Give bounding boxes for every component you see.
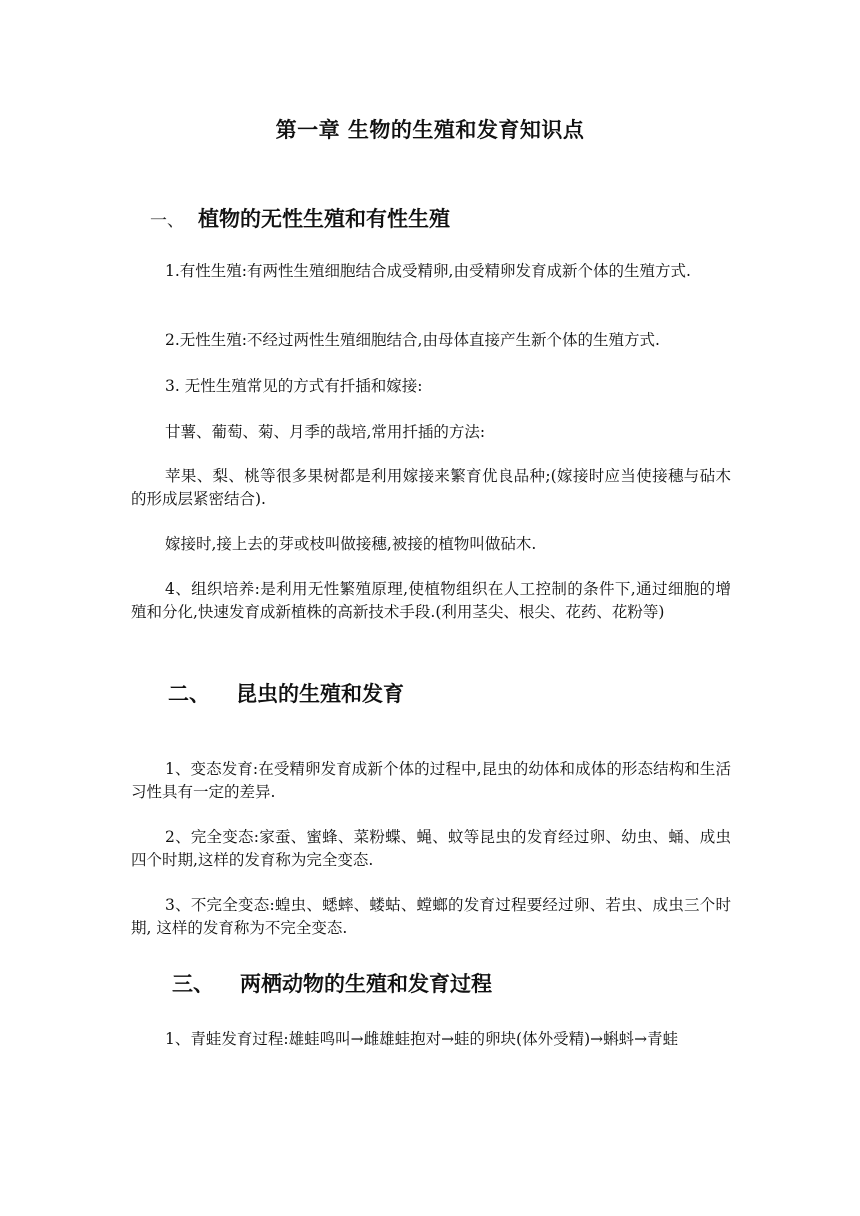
section-heading-text: 两栖动物的生殖和发育过程 [240, 972, 492, 996]
paragraph: 1、青蛙发育过程:雄蛙鸣叫→雌雄蛙抱对→蛙的卵块(体外受精)→蝌蚪→青蛙 [165, 1030, 679, 1048]
paragraph: 4、组织培养:是利用无性繁殖原理,使植物组织在人工控制的条件下,通过细胞的增殖和分化,快速发育成新植株的高新技术手段.(利用茎尖、根尖、花药、花粉等) [131, 580, 731, 621]
paragraph: 1.有性生殖:有两性生殖细胞结合成受精卵,由受精卵发育成新个体的生殖方式. [165, 262, 691, 280]
section-number: 三、 [172, 972, 214, 996]
paragraph: 2.无性生殖:不经过两性生殖细胞结合,由母体直接产生新个体的生殖方式. [165, 331, 660, 349]
section-heading-1 [150, 203, 450, 233]
paragraph: 甘薯、葡萄、菊、月季的哉培,常用扦插的方法: [165, 423, 486, 441]
paragraph: 苹果、梨、桃等很多果树都是利用嫁接来繁育优良品种;(嫁接时应当使接穗与砧木的形成层紧密结合). [131, 467, 731, 508]
section-heading-2 [168, 678, 404, 708]
section-number: 二、 [168, 682, 210, 706]
paragraph: 2、完全变态:家蚕、蜜蜂、菜粉蝶、蝇、蚊等昆虫的发育经过卵、幼虫、蛹、成虫四个时期,这样的发育称为完全变态. [131, 828, 731, 869]
paragraph: 1、变态发育:在受精卵发育成新个体的过程中,昆虫的幼体和成体的形态结构和生活习性具有一定的差异. [131, 760, 731, 801]
paragraph: 3、不完全变态:蝗虫、蟋蟀、蝼蛄、螳螂的发育过程要经过卵、若虫、成虫三个时期, 这样的发育称为不完全变态. [131, 896, 731, 937]
section-heading-3 [172, 968, 492, 998]
section-heading-text: 植物的无性生殖和有性生殖 [198, 207, 450, 231]
section-number: 一、 [150, 211, 184, 231]
document-title: 第一章 生物的生殖和发育知识点 [275, 118, 585, 142]
paragraph: 嫁接时,接上去的芽或枝叫做接穗,被接的植物叫做砧木. [165, 535, 537, 553]
section-heading-text: 昆虫的生殖和发育 [236, 682, 404, 706]
paragraph: 3. 无性生殖常见的方式有扦插和嫁接: [165, 377, 423, 395]
